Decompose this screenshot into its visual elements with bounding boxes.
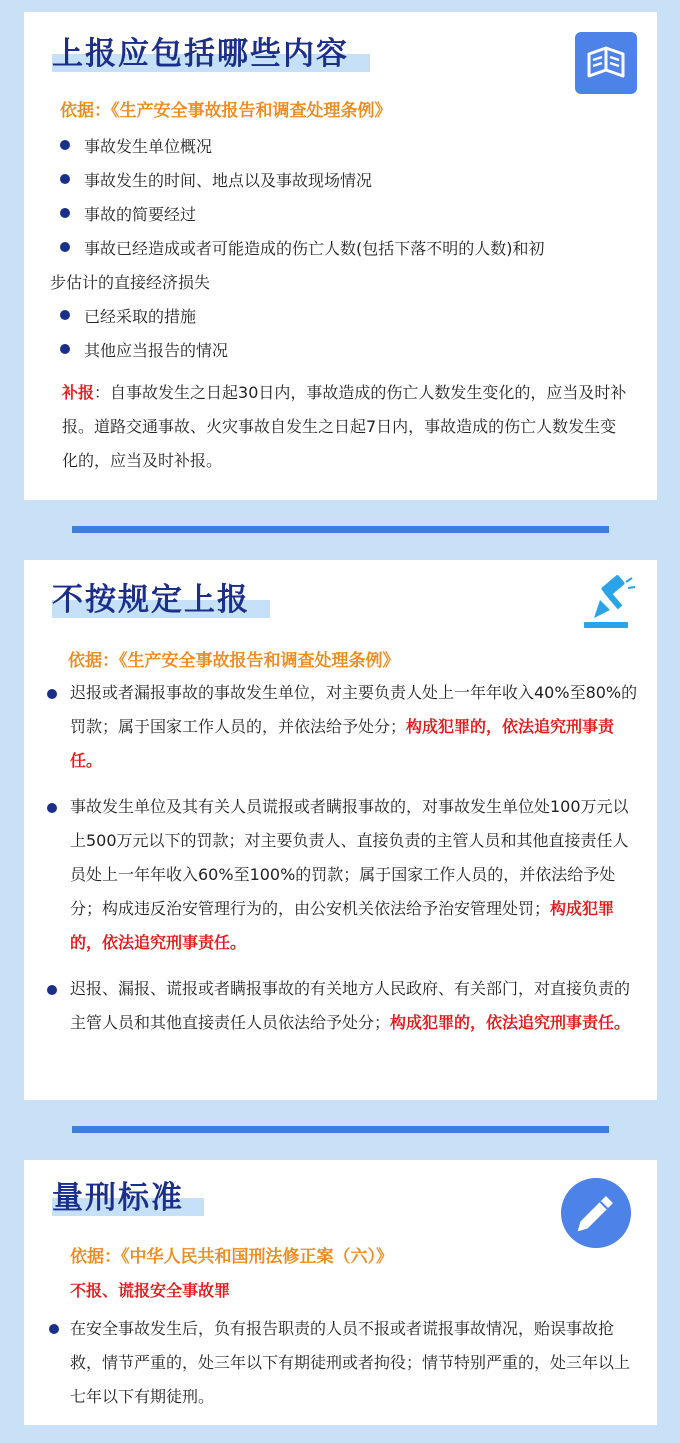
penalty-paragraph: 迟报、漏报、谎报或者瞒报事故的有关地方人民政府、有关部门，对直接负责的主管人员和其他直接责任人员依法给予处分；构成犯罪的，依法追究刑事责任。: [70, 979, 631, 1032]
gavel-icon: [580, 574, 640, 634]
legal-basis: 依据：《中华人民共和国刑法修正案（六）》: [70, 1247, 393, 1267]
supplement-text: ：自事故发生之日起30日内，事故造成的伤亡人数发生变化的，应当及时补报。道路交通事故、火灾事故自发生之日起7日内，事故造成的伤亡人数发生变化的，应当及时补报。: [62, 383, 627, 470]
report-items-list: [50, 130, 640, 368]
section-title-wrap: [52, 580, 250, 620]
list-item: 其他应当报告的情况: [60, 334, 640, 368]
pencil-icon: [561, 1178, 631, 1248]
sentencing-card: [24, 1160, 657, 1425]
sentencing-paragraph: 在安全事故发生后，负有报告职责的人员不报或者谎报事故情况，贻误事故抢救，情节严重的，处三年以下有期徒刑或者拘役；情节特别严重的，处三年以上七年以下有期徒刑。: [70, 1319, 631, 1406]
section-title: 量刑标准: [52, 1180, 184, 1216]
list-item: 事故已经造成或者可能造成的伤亡人数(包括下落不明的人数)和初: [60, 232, 640, 266]
bullet-dot: [47, 803, 57, 813]
bullet-dot: [47, 689, 57, 699]
penalty-paragraph: 迟报或者漏报事故的事故发生单位，对主要负责人处上一年年收入40%至80%的罚款；属于国家工作人员的，并依法给予处分；构成犯罪的，依法追究刑事责任。: [70, 683, 638, 770]
section-title-wrap: [52, 34, 349, 74]
legal-basis: 依据：《生产安全事故报告和调查处理条例》: [68, 651, 400, 671]
list-item: 事故发生的时间、地点以及事故现场情况: [60, 164, 640, 198]
list-item: 已经采取的措施: [60, 300, 640, 334]
bullet-dot: [49, 1324, 59, 1334]
section-title: 上报应包括哪些内容: [52, 36, 349, 72]
section-title-wrap: [52, 1178, 184, 1218]
list-item-continuation: 步估计的直接经济损失: [50, 273, 211, 292]
section-title: 不按规定上报: [52, 582, 250, 618]
list-item: 事故的简要经过: [60, 198, 640, 232]
improper-report-card: [24, 560, 657, 1100]
report-contents-card: [24, 12, 657, 500]
supplement-paragraph: [62, 376, 628, 478]
section-divider: [72, 1126, 609, 1133]
supplement-label: 补报: [62, 383, 95, 402]
bullet-dot: [47, 985, 57, 995]
book-icon: [575, 32, 637, 94]
legal-basis: 依据：《生产安全事故报告和调查处理条例》: [60, 101, 392, 121]
list-item: 事故发生单位概况: [60, 130, 640, 164]
crime-name: 不报、谎报安全事故罪: [70, 1281, 231, 1300]
penalty-paragraph: 事故发生单位及其有关人员谎报或者瞒报事故的，对事故发生单位处100万元以上500万元以下的罚款；对主要负责人、直接负责的主管人员和其他直接责任人员处上一年年收入60%至100%的罚款；属于国家工作人员的，并依法给予处分；构成违反治安管理行为的，由公安机关依法给予治安管理处罚；构成犯罪的，依法追究刑事责任。: [70, 797, 629, 952]
section-divider: [72, 526, 609, 533]
